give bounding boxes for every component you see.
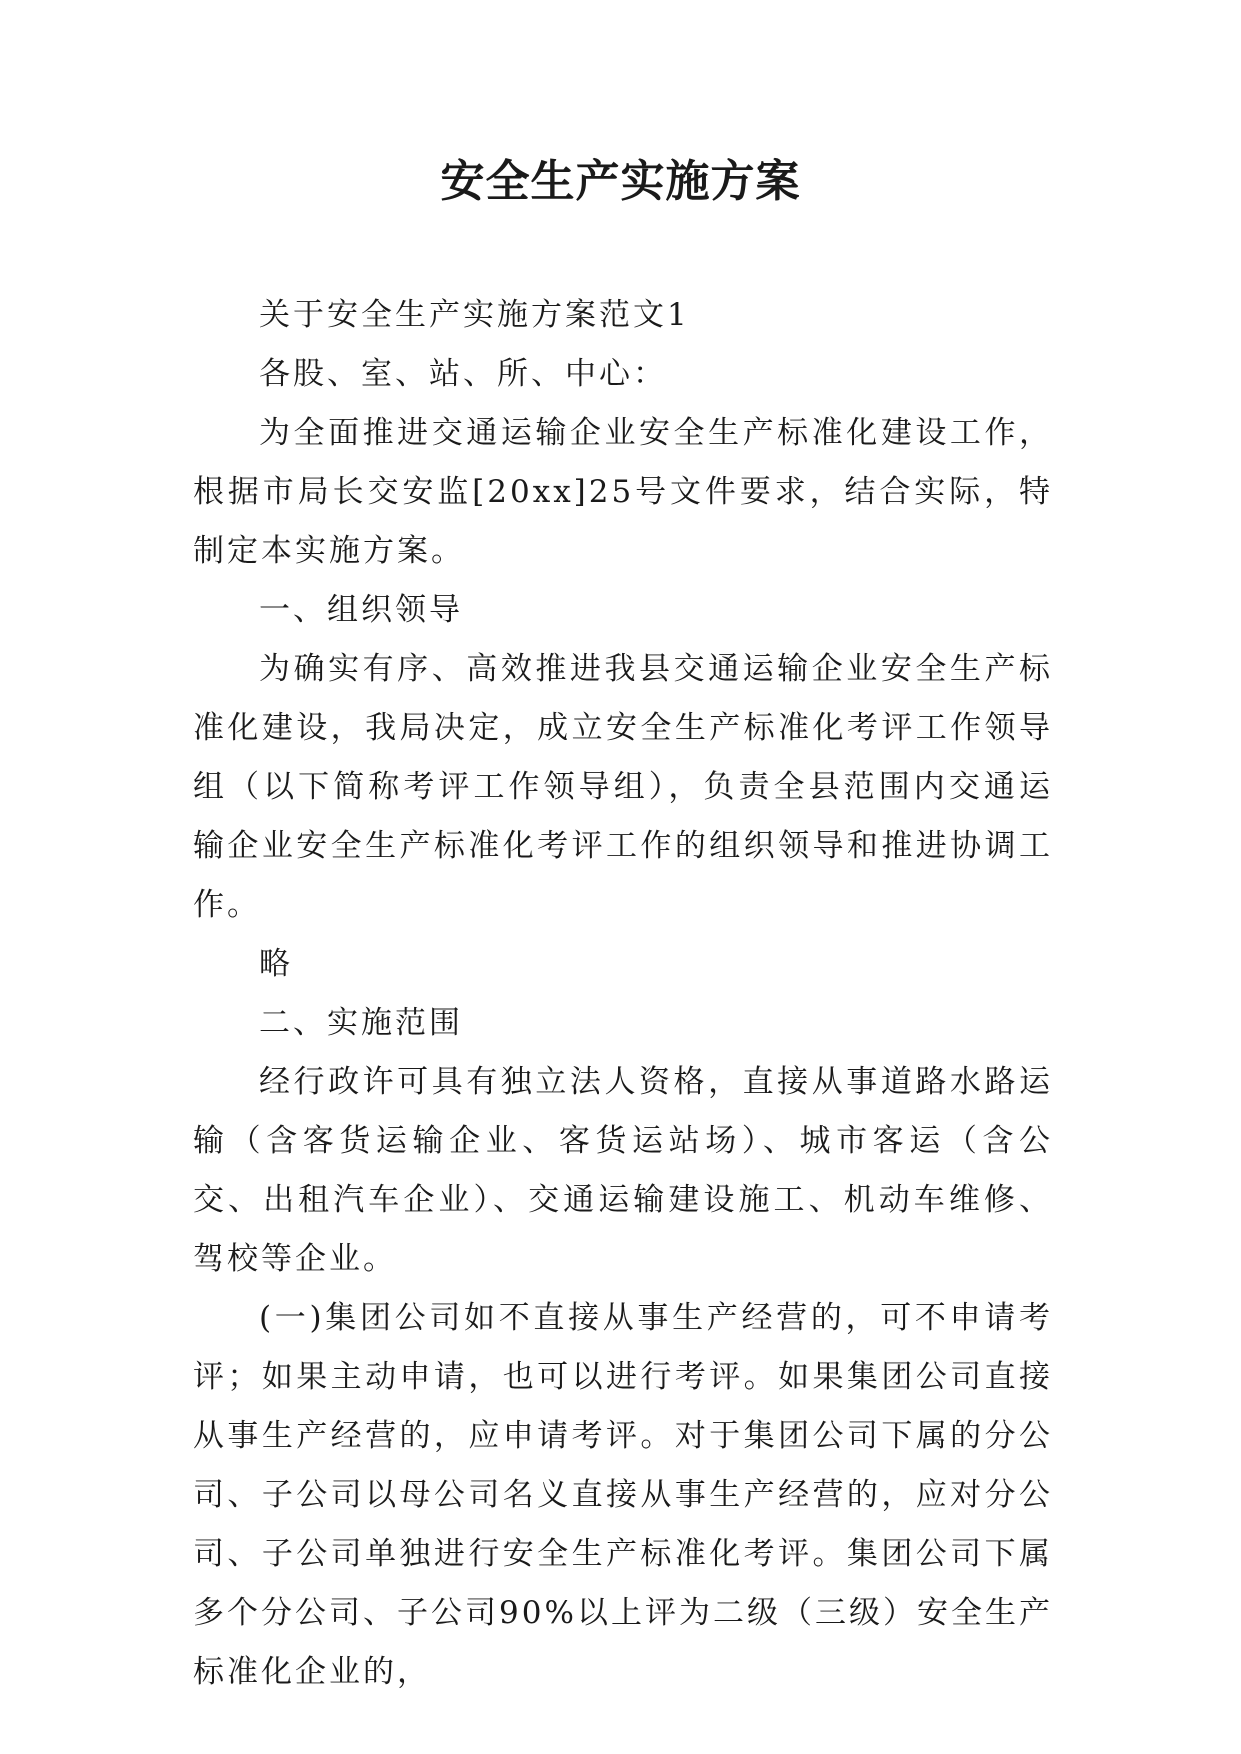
salutation-paragraph: 各股、室、站、所、中心： (259, 356, 667, 392)
body-paragraph: 经行政许可具有独立法人资格，直接从事道路水路运输（含客货运输企业、客货运站场）、城市客运（含公交、出租汽车企业）、交通运输建设施工、机动车维修、驾校等企业。 (193, 1064, 1053, 1277)
body-paragraph: 为全面推进交通运输企业安全生产标准化建设工作，根据市局长交安监[20xx]25号文件要求，结合实际，特制定本实施方案。 (193, 415, 1053, 569)
document-title: 安全生产实施方案 (440, 156, 801, 207)
section-heading: 二、实施范围 (259, 1005, 463, 1041)
document-body (193, 286, 1053, 1702)
body-paragraph: (一)集团公司如不直接从事生产经营的，可不申请考评；如果主动申请，也可以进行考评。如果集团公司直接从事生产经营的，应申请考评。对于集团公司下属的分公司、子公司以母公司名义直接从事生产经营的，应对分公司、子公司单独进行安全生产标准化考评。集团公司下属多个分公司、子公司90%以上评为二级（三级）安全生产标准化企业的， (193, 1300, 1053, 1690)
subtitle-paragraph: 关于安全生产实施方案范文1 (259, 297, 690, 333)
body-paragraph: 略 (259, 946, 293, 982)
section-heading: 一、组织领导 (259, 592, 463, 628)
body-paragraph: 为确实有序、高效推进我县交通运输企业安全生产标准化建设，我局决定，成立安全生产标准化考评工作领导组（以下简称考评工作领导组），负责全县范围内交通运输企业安全生产标准化考评工作的组织领导和推进协调工作。 (193, 651, 1053, 923)
